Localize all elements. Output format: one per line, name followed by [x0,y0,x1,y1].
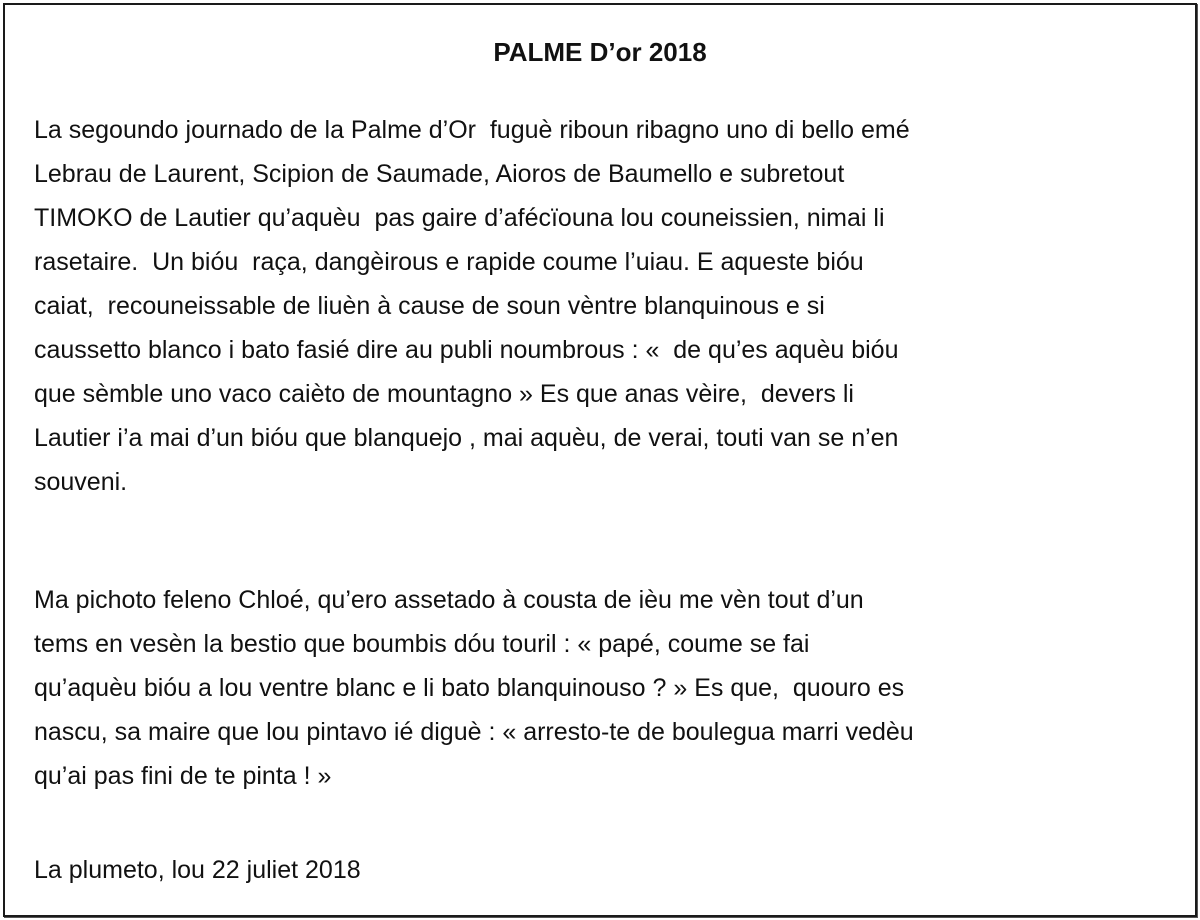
paragraph-line: qu’aquèu bióu a lou ventre blanc e li bato blanquinouso ? » Es que, quouro es [34,674,905,702]
paragraph-line: rasetaire. Un bióu raça, dangèirous e rapide coume l’uiau. E aqueste bióu [34,248,864,276]
paragraph-line: Lebrau de Laurent, Scipion de Saumade, Aioros de Baumello e subretout [34,160,845,188]
paragraph-2 [34,578,1174,798]
paragraph-line: que sèmble uno vaco caièto de mountagno » Es que anas vèire, devers li [34,380,854,408]
paragraph-line: souveni. [34,468,128,496]
paragraph-line: Lautier i’a mai d’un bióu que blanquejo , mai aquèu, de verai, touti van se n’en [34,424,899,452]
paragraph-line: Ma pichoto feleno Chloé, qu’ero assetado à cousta de ièu me vèn tout d’un [34,586,864,614]
paragraph-1 [34,108,1174,504]
document-title: PALME D’or 2018 [493,37,707,67]
paragraph-line: La segoundo journado de la Palme d’Or fuguè riboun ribagno uno di bello emé [34,116,910,144]
paragraph-line: nascu, sa maire que lou pintavo ié diguè : « arresto-te de boulegua marri vedèu [34,718,914,746]
paragraph-line: TIMOKO de Lautier qu’aquèu pas gaire d’afécïouna lou couneissien, nimai li [34,204,885,232]
paragraph-line: caiat, recouneissable de liuèn à cause de soun vèntre blanquinous e si [34,292,825,320]
signature-line: La plumeto, lou 22 juliet 2018 [34,856,361,884]
paragraph-line: qu’ai pas fini de te pinta ! » [34,762,332,790]
paragraph-line: tems en vesèn la bestio que boumbis dóu touril : « papé, coume se fai [34,630,810,658]
paragraph-line: caussetto blanco i bato fasié dire au publi noumbrous : « de qu’es aquèu bióu [34,336,899,364]
